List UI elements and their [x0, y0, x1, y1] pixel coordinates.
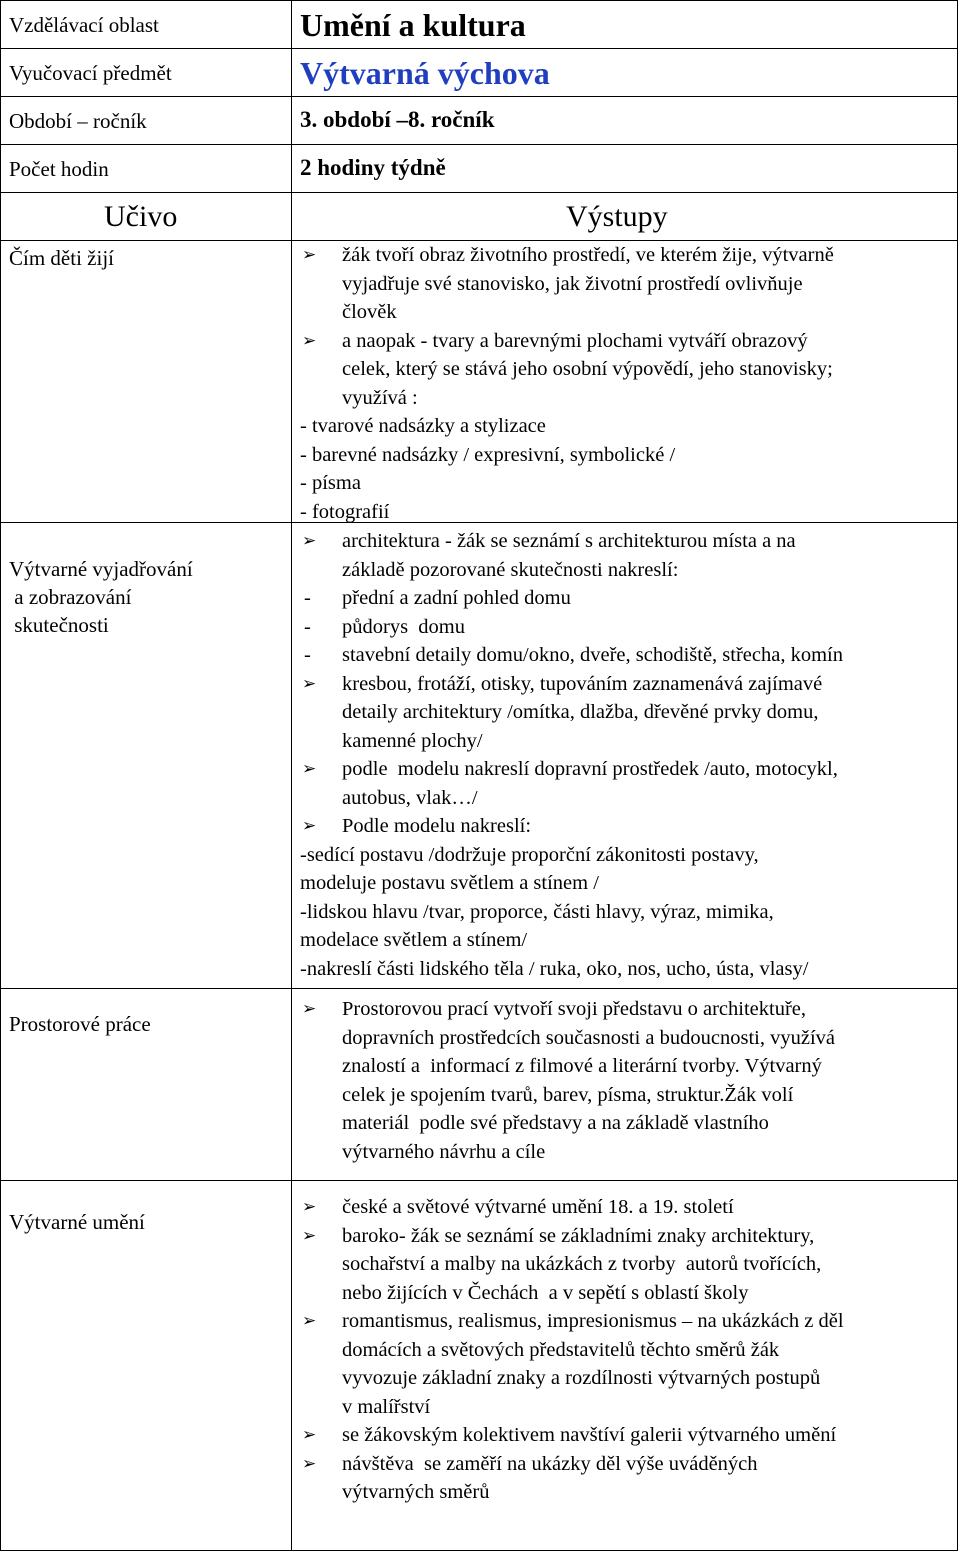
outcome-line [300, 498, 952, 527]
outcome-text: návštěva se zaměří na ukázky děl výše uváděných [342, 1452, 758, 1475]
outcome-line [300, 441, 952, 470]
outcome-line [300, 1193, 952, 1222]
outcome-line [300, 812, 952, 841]
outcome-line [300, 270, 952, 299]
outcome-text: celek, který se stává jeho osobní výpovědí, jeho stanovisky; [342, 358, 833, 380]
outcome-text: v malířství [342, 1395, 431, 1418]
outcome-text: baroko- žák se seznámí se základními znaky architektury, [342, 1224, 815, 1247]
outcome-line [300, 412, 952, 441]
dash-marker: - [304, 644, 311, 666]
outcome-text: - písma [300, 472, 361, 494]
outcome-line [300, 1421, 952, 1450]
outcome-line [300, 1478, 952, 1507]
outcome-line [300, 869, 952, 898]
outcome-line [300, 641, 952, 670]
outcomes-block [300, 527, 952, 983]
outcome-text: kamenné plochy/ [342, 729, 483, 752]
row-divider [0, 144, 958, 145]
arrow-bullet-icon: ➢ [302, 673, 317, 694]
outcome-text: - barevné nadsázky / expresivní, symbolické / [300, 443, 676, 466]
outcome-text: sochařství a malby na ukázkách z tvorby autorů tvořících, [342, 1253, 822, 1275]
topic-line: Čím děti žijí [9, 246, 114, 270]
outcome-line [300, 1450, 952, 1479]
outcome-text: nebo žijících v Čechách a v sepětí s oblastí školy [342, 1281, 749, 1304]
outcome-line [300, 1138, 952, 1167]
outcome-line [300, 727, 952, 756]
outcome-text: romantismus, realismus, impresionismus – na ukázkách z děl [342, 1310, 844, 1332]
value-subject-area: Umění a kultura [300, 7, 526, 43]
outcome-text: domácích a světových představitelů těchto směrů žák [342, 1338, 780, 1361]
outcome-text: - tvarové nadsázky a stylizace [300, 415, 546, 437]
arrow-bullet-icon: ➢ [302, 245, 317, 265]
label-subject: Vyučovací předmět [9, 61, 172, 85]
label-subject-area: Vzdělávací oblast [9, 13, 159, 37]
arrow-bullet-icon: ➢ [302, 759, 317, 779]
outcome-text: vyjadřuje své stanovisko, jak životní prostředí ovlivňuje [342, 272, 803, 295]
outcome-line [300, 584, 952, 613]
outcome-text: -sedící postavu /dodržuje proporční zákonitosti postavy, [300, 843, 759, 866]
label-period: Období – ročník [9, 109, 147, 133]
topic-label [9, 1208, 145, 1236]
outcome-line [300, 527, 952, 556]
topic-line: Prostorové práce [9, 1012, 151, 1036]
outcome-line [300, 926, 952, 955]
topic-label [9, 244, 114, 272]
value-period: 3. období –8. ročník [300, 107, 495, 132]
outcome-text: základě pozorované skutečnosti nakreslí: [342, 558, 679, 581]
arrow-bullet-icon: ➢ [302, 816, 317, 836]
outcome-text: -nakreslí části lidského těla / ruka, oko, nos, ucho, ústa, vlasy/ [300, 957, 809, 980]
outcome-line [300, 841, 952, 870]
outcome-line [300, 784, 952, 813]
outcome-line [300, 1109, 952, 1138]
dash-marker: - [304, 587, 311, 609]
outcome-line [300, 670, 952, 699]
arrow-bullet-icon: ➢ [302, 531, 317, 551]
outcome-text: autobus, vlak…/ [342, 786, 478, 809]
outcome-line [300, 298, 952, 327]
topic-label [9, 1010, 151, 1038]
outcome-text: se žákovským kolektivem navštíví galerii výtvarného umění [342, 1424, 837, 1446]
outcomes-block [300, 995, 952, 1166]
value-hours: 2 hodiny týdně [300, 155, 446, 180]
outcome-line [300, 755, 952, 784]
row-divider [0, 48, 958, 49]
outcome-line [300, 327, 952, 356]
label-hours: Počet hodin [9, 157, 109, 181]
outcome-line [300, 384, 952, 413]
outcome-line [300, 698, 952, 727]
arrow-bullet-icon: ➢ [302, 999, 317, 1019]
outcome-text: materiál podle své představy a na základě vlastního [342, 1112, 769, 1134]
outcome-line [300, 955, 952, 984]
outcome-text: Prostorovou prací vytvoří svoji představu o architektuře, [342, 998, 806, 1020]
outcome-text: výtvarného návrhu a cíle [342, 1140, 546, 1163]
section-divider [0, 1180, 958, 1181]
outcome-text: přední a zadní pohled domu [342, 587, 571, 609]
outcome-text: znalostí a informací z filmové a literární tvorby. Výtvarný [342, 1055, 822, 1077]
outcome-line [300, 355, 952, 384]
outcome-text: a naopak - tvary a barevnými plochami vytváří obrazový [342, 329, 808, 352]
outcome-text: vyvozuje základní znaky a rozdílnosti výtvarných postupů [342, 1367, 821, 1389]
outcome-text: Podle modelu nakreslí: [342, 815, 532, 837]
outcome-text: modelace světlem a stínem/ [300, 929, 528, 951]
outcomes-block [300, 241, 952, 526]
outcome-line [300, 898, 952, 927]
topic-line: a zobrazování [9, 585, 132, 609]
outcome-text: stavební detaily domu/okno, dveře, schodiště, střecha, komín [342, 644, 843, 666]
outcome-line [300, 1279, 952, 1308]
row-divider [0, 96, 958, 97]
outcome-line [300, 1364, 952, 1393]
outcome-text: kresbou, frotáží, otisky, tupováním zaznamenává zajímavé [342, 672, 823, 695]
column-divider [291, 0, 292, 1551]
outcome-text: půdorys domu [342, 615, 465, 638]
outcome-line [300, 1052, 952, 1081]
outcome-line [300, 1393, 952, 1422]
arrow-bullet-icon: ➢ [302, 330, 317, 351]
topic-label [9, 555, 193, 639]
outcome-text: české a světové výtvarné umění 18. a 19. století [342, 1196, 734, 1218]
outcome-text: detaily architektury /omítka, dlažba, dřevěné prvky domu, [342, 701, 819, 723]
outcome-line [300, 1081, 952, 1110]
topic-line: Výtvarné umění [9, 1210, 145, 1234]
outcome-text: architektura - žák se seznámí s architekturou místa a na [342, 530, 796, 552]
outcome-line [300, 556, 952, 585]
outcomes-block [300, 1193, 952, 1507]
arrow-bullet-icon: ➢ [302, 1453, 317, 1474]
outcome-text: podle modelu nakreslí dopravní prostředek /auto, motocykl, [342, 758, 838, 780]
outcome-text: - fotografií [300, 500, 390, 523]
outcome-line [300, 1024, 952, 1053]
topic-line: Výtvarné vyjadřování [9, 557, 193, 581]
section-divider [0, 988, 958, 989]
outcome-text: žák tvoří obraz životního prostředí, ve kterém žije, výtvarně [342, 244, 834, 266]
arrow-bullet-icon: ➢ [302, 1425, 317, 1445]
row-divider [0, 192, 958, 193]
outcome-line [300, 995, 952, 1024]
outcome-line [300, 241, 952, 270]
outcome-text: výtvarných směrů [342, 1481, 490, 1503]
column-header-outcomes: Výstupy [566, 200, 668, 233]
outcome-text: modeluje postavu světlem a stínem / [300, 872, 599, 894]
outcome-text: celek je spojením tvarů, barev, písma, struktur.Žák volí [342, 1083, 794, 1106]
arrow-bullet-icon: ➢ [302, 1197, 317, 1217]
outcome-text: dopravních prostředcích současnosti a budoucnosti, využívá [342, 1026, 836, 1049]
outcome-line [300, 1250, 952, 1279]
outcome-text: -lidskou hlavu /tvar, proporce, části hlavy, výraz, mimika, [300, 900, 774, 923]
outcome-line [300, 613, 952, 642]
column-header-content: Učivo [104, 200, 178, 233]
outcome-line [300, 1336, 952, 1365]
outcome-line [300, 469, 952, 498]
dash-marker: - [304, 615, 311, 638]
outcome-text: využívá : [342, 386, 418, 409]
outcome-text: člověk [342, 301, 397, 323]
outcome-line [300, 1307, 952, 1336]
topic-line: skutečnosti [9, 613, 109, 637]
arrow-bullet-icon: ➢ [302, 1311, 317, 1331]
value-subject: Výtvarná výchova [300, 55, 550, 91]
arrow-bullet-icon: ➢ [302, 1225, 317, 1246]
outcome-line [300, 1222, 952, 1251]
